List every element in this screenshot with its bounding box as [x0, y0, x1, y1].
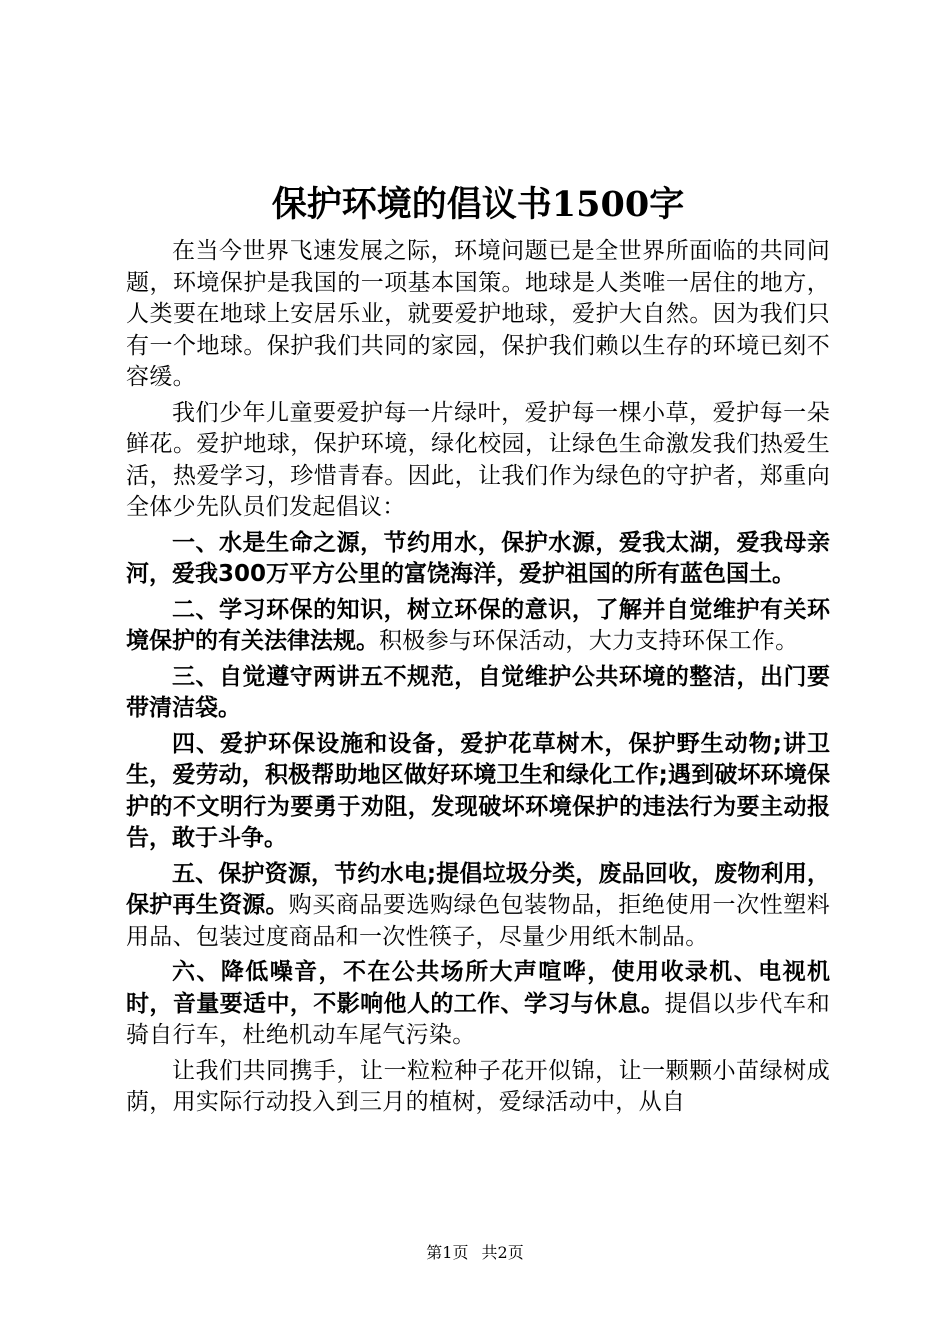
proposal-2 — [126, 595, 830, 658]
proposal-text: 提倡以步代车和骑自行车，杜绝机动车尾气污染。 — [126, 990, 830, 1048]
proposal-heading: 四、爱护环保设施和设备，爱护花草树木，保护野生动物;讲卫生，爱劳动，积极帮助地区做好环境卫生和绿化工作;遇到破坏环境保护的不文明行为要勇于劝阻，发现破坏环境保护的违法行为要主动报告，敢于斗争。 — [126, 730, 830, 851]
page-total: 共2页 — [481, 1243, 524, 1262]
proposal-heading: 二、学习环保的知识，树立环保的意识，了解并自觉维护有关环境保护的有关法律法规。 — [126, 596, 830, 654]
page-number: 第1页 — [426, 1243, 469, 1262]
proposal-heading: 五、保护资源，节约水电;提倡垃圾分类，废品回收，废物利用，保护再生资源。 — [126, 860, 830, 918]
proposal-1 — [126, 528, 830, 591]
paragraph-call — [126, 398, 830, 524]
paragraph-text: 在当今世界飞速发展之际，环境问题已是全世界所面临的共同问题，环境保护是我国的一项基本国策。地球是人类唯一居住的地方，人类要在地球上安居乐业，就要爱护地球，爱护大自然。因为我们只有一个地球。保护我们共同的家园，保护我们赖以生存的环境已刻不容缓。 — [126, 238, 830, 390]
paragraph-text: 我们少年儿童要爱护每一片绿叶，爱护每一棵小草，爱护每一朵鲜花。爱护地球，保护环境，绿化校园，让绿色生命激发我们热爱生活，热爱学习，珍惜青春。因此，让我们作为绿色的守护者，郑重向全体少先队员们发起倡议： — [126, 399, 830, 520]
proposal-heading: 六、降低噪音，不在公共场所大声喧哗，使用收录机、电视机时，音量要适中，不影响他人的工作、学习与休息。 — [126, 959, 830, 1017]
proposal-heading: 一、水是生命之源，节约用水，保护水源，爱我太湖，爱我母亲河，爱我300万平方公里的富饶海洋，爱护祖国的所有蓝色国土。 — [126, 529, 830, 587]
document-title: 保护环境的倡议书1500字 — [271, 184, 685, 225]
proposal-4 — [126, 729, 830, 855]
proposal-5 — [126, 859, 830, 954]
proposal-heading: 三、自觉遵守两讲五不规范，自觉维护公共环境的整洁，出门要带清洁袋。 — [126, 663, 830, 721]
page-footer — [0, 1243, 950, 1263]
paragraph-intro — [126, 236, 830, 394]
paragraph-text: 让我们共同携手，让一粒粒种子花开似锦，让一颗颗小苗绿树成荫，用实际行动投入到三月的植树，爱绿活动中，从自 — [126, 1057, 830, 1115]
proposal-6 — [126, 957, 830, 1052]
proposal-text: 购买商品要选购绿色包装物品，拒绝使用一次性塑料用品、包装过度商品和一次性筷子，尽量少用纸木制品。 — [126, 892, 830, 950]
proposal-text: 积极参与环保活动，大力支持环保工作。 — [379, 628, 799, 654]
proposal-3 — [126, 662, 830, 725]
document-page — [126, 180, 830, 1123]
paragraph-closing — [126, 1056, 830, 1119]
